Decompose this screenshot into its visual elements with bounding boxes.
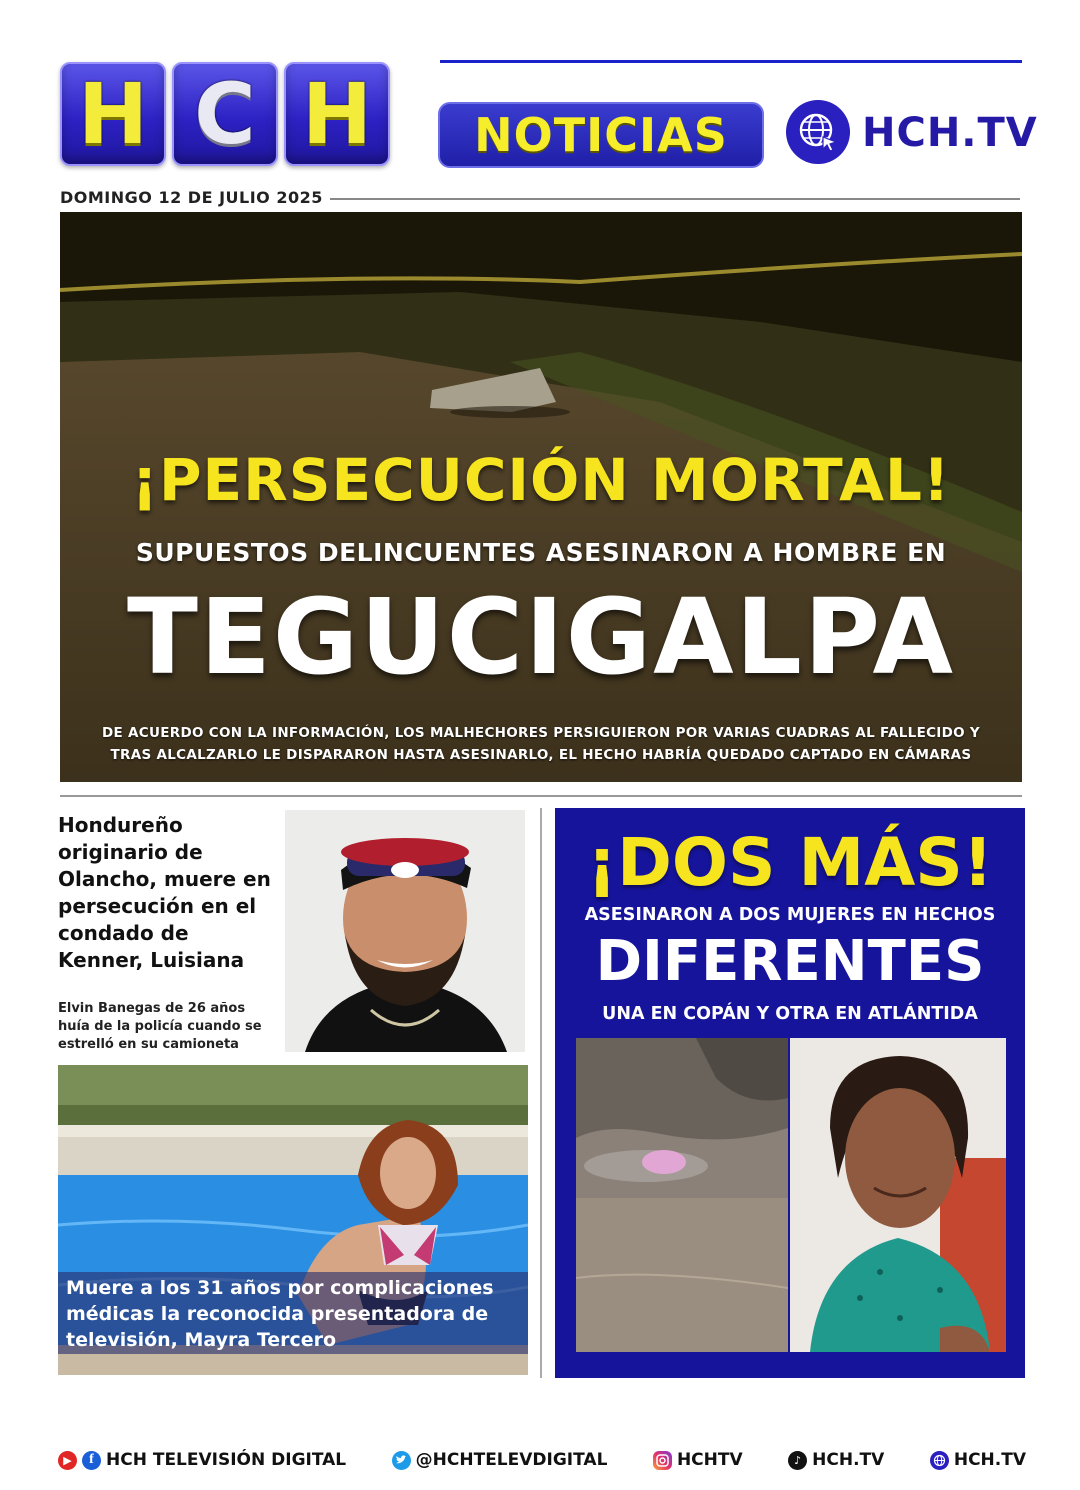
story3-headline: ¡DOS MÁS! — [587, 824, 993, 901]
footer-youtube-facebook[interactable] — [58, 1450, 346, 1470]
footer-label-website: HCH.TV — [953, 1450, 1026, 1470]
section-rule — [60, 795, 1022, 797]
footer-twitter[interactable] — [392, 1450, 608, 1470]
hero-subheadline: SUPUESTOS DELINCUENTES ASESINARON A HOMBRE EN — [135, 538, 947, 567]
hero-description — [80, 722, 1002, 766]
hero-headline: ¡PERSECUCIÓN MORTAL! — [131, 446, 951, 514]
issue-date: DOMINGO 12 DE JULIO 2025 — [60, 188, 323, 207]
footer-instagram[interactable] — [653, 1450, 743, 1470]
hero-desc-line2: TRAS ALCALZARLO LE DISPARARON HASTA ASESINARLO, EL HECHO HABRÍA QUEDADO CAPTADO EN CÁMARAS — [110, 747, 972, 763]
story1-subtext: Elvin Banegas de 26 años huía de la policía cuando se estrelló en su camioneta — [58, 1001, 262, 1052]
hch-logo[interactable] — [60, 62, 390, 166]
date-rule — [330, 198, 1020, 200]
logo-tile-h2: H — [284, 62, 390, 166]
footer-label-tiktok: HCH.TV — [812, 1450, 885, 1470]
story3-location-line: UNA EN COPÁN Y OTRA EN ATLÁNTIDA — [602, 1004, 978, 1024]
facebook-icon: f — [82, 1451, 101, 1470]
footer-tiktok[interactable] — [788, 1450, 884, 1470]
logo-tile-c: C — [172, 62, 278, 166]
footer-website[interactable] — [930, 1450, 1026, 1470]
story2-caption[interactable]: Muere a los 31 años por complicaciones médicas la reconocida presentadora de televisión, Mayra Tercero — [66, 1277, 494, 1351]
globe-icon[interactable] — [786, 100, 850, 164]
logo-tile-h1: H — [60, 62, 166, 166]
tiktok-icon: ♪ — [788, 1451, 807, 1470]
story3-big-word: DIFERENTES — [595, 929, 985, 994]
header-rule — [440, 60, 1022, 63]
twitter-icon — [392, 1451, 411, 1470]
hero-city: TEGUCIGALPA — [126, 576, 956, 698]
globe-icon — [930, 1451, 949, 1470]
story1-photo[interactable] — [285, 810, 525, 1052]
footer-label-instagram: HCHTV — [676, 1450, 743, 1470]
footer-label-tv-digital: HCH TELEVISIÓN DIGITAL — [106, 1450, 347, 1470]
youtube-icon: ▶ — [58, 1451, 77, 1470]
story3-victim-photo[interactable] — [790, 1038, 1006, 1352]
hero-desc-line1: DE ACUERDO CON LA INFORMACIÓN, LOS MALHECHORES PERSIGUIERON POR VARIAS CUADRAS AL FALLECIDO Y — [102, 725, 980, 741]
footer-label-twitter: @HCHTELEVDIGITAL — [415, 1450, 608, 1470]
noticias-badge: NOTICIAS — [438, 102, 764, 168]
story3-subheadline: ASESINARON A DOS MUJERES EN HECHOS — [584, 905, 996, 925]
story3-scene-photo[interactable] — [576, 1038, 788, 1352]
site-link[interactable]: HCH.TV — [862, 110, 1038, 156]
column-divider — [540, 808, 542, 1378]
instagram-icon — [653, 1451, 672, 1470]
story1-headline[interactable]: Hondureño originario de Olancho, muere en persecución en el condado de Kenner, Luisiana — [58, 813, 271, 972]
footer-social-bar — [58, 1440, 1026, 1480]
